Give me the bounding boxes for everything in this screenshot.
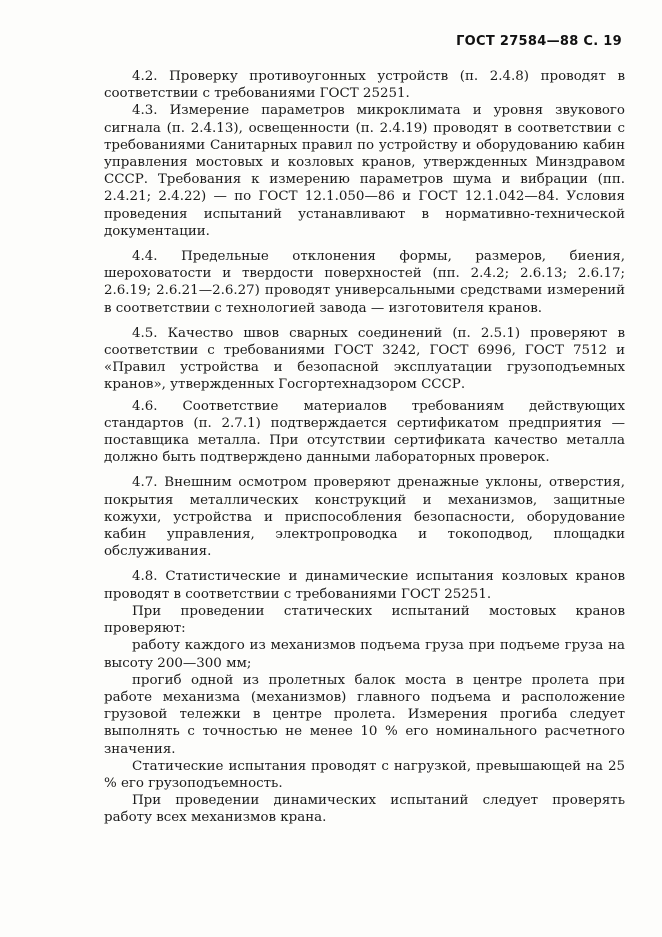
body-text (104, 68, 625, 827)
list-item-deflection-check: прогиб одной из пролетных балок моста в центре пролета при работе механизма (механизмов) главного подъема и расположение грузовой тележки в центре пролета. Измерения прогиба следует выполнять с точностью не менее 10 % его номинального расчетного значения. (104, 672, 625, 757)
paragraph-4-2: 4.2. Проверку противоугонных устройств (п. 2.4.8) проводят в соответствии с требованиями ГОСТ 25251. (104, 69, 625, 102)
paragraph-4-4: 4.4. Предельные отклонения формы, размеров, биения, шероховатости и твердости поверхностей (пп. 2.4.2; 2.6.13; 2.6.17; 2.6.19; 2.6.21—2.6.27) проводят универсальными средствами измерений в соответствии с технологией завода — изготовителя кранов. (104, 249, 625, 316)
paragraph-4-5: 4.5. Качество швов сварных соединений (п. 2.5.1) проверяют в соответствии с требованиями ГОСТ 3242, ГОСТ 6996, ГОСТ 7512 и «Правил устройства и безопасной эксплуатации грузоподъемных кранов», утвержденных Госгортехнадзором СССР. (104, 325, 625, 393)
list-item-hoist-check: работу каждого из механизмов подъема груза при подъеме груза на высоту 200—300 мм; (104, 638, 625, 671)
paragraph-static-load: Статические испытания проводят с нагрузкой, превышающей на 25 % его грузоподъемность. (104, 758, 625, 791)
paragraph-4-3: 4.3. Измерение параметров микроклимата и уровня звукового сигнала (п. 2.4.13), освещенности (п. 2.4.19) проводят в соответствии с требованиями Санитарных правил по устройству и оборудованию кабин управления мостовых и козловых кранов, утвержденных Минздравом СССР. Требования к измерению параметров шума и вибрации (пп. 2.4.21; 2.4.22) — по ГОСТ 12.1.050—86 и ГОСТ 12.1.042—84. Условия проведения испытаний устанавливают в нормативно-технической документации. (104, 103, 625, 239)
paragraph-4-7: 4.7. Внешним осмотром проверяют дренажные уклоны, отверстия, покрытия металлических конструкций и механизмов, защитные кожухи, устройства и приспособления безопасности, оборудование кабин управления, электропроводка и токоподвод, площадки обслуживания. (104, 475, 625, 560)
paragraph-4-8: 4.8. Статистические и динамические испытания козловых кранов проводят в соответствии с требованиями ГОСТ 25251. (104, 569, 625, 602)
paragraph-dynamic-tests: При проведении динамических испытаний следует проверять работу всех механизмов крана. (104, 793, 625, 826)
paragraph-static-intro: При проведении статических испытаний мостовых кранов проверяют: (104, 603, 625, 637)
running-header: ГОСТ 27584—88 С. 19 (456, 34, 622, 49)
paragraph-4-6: 4.6. Соответствие материалов требованиям действующих стандартов (п. 2.7.1) подтверждается сертификатом предприятия — поставщика металла. При отсутствии сертификата качество металла должно быть подтверждено данными лабораторных проверок. (104, 398, 625, 466)
